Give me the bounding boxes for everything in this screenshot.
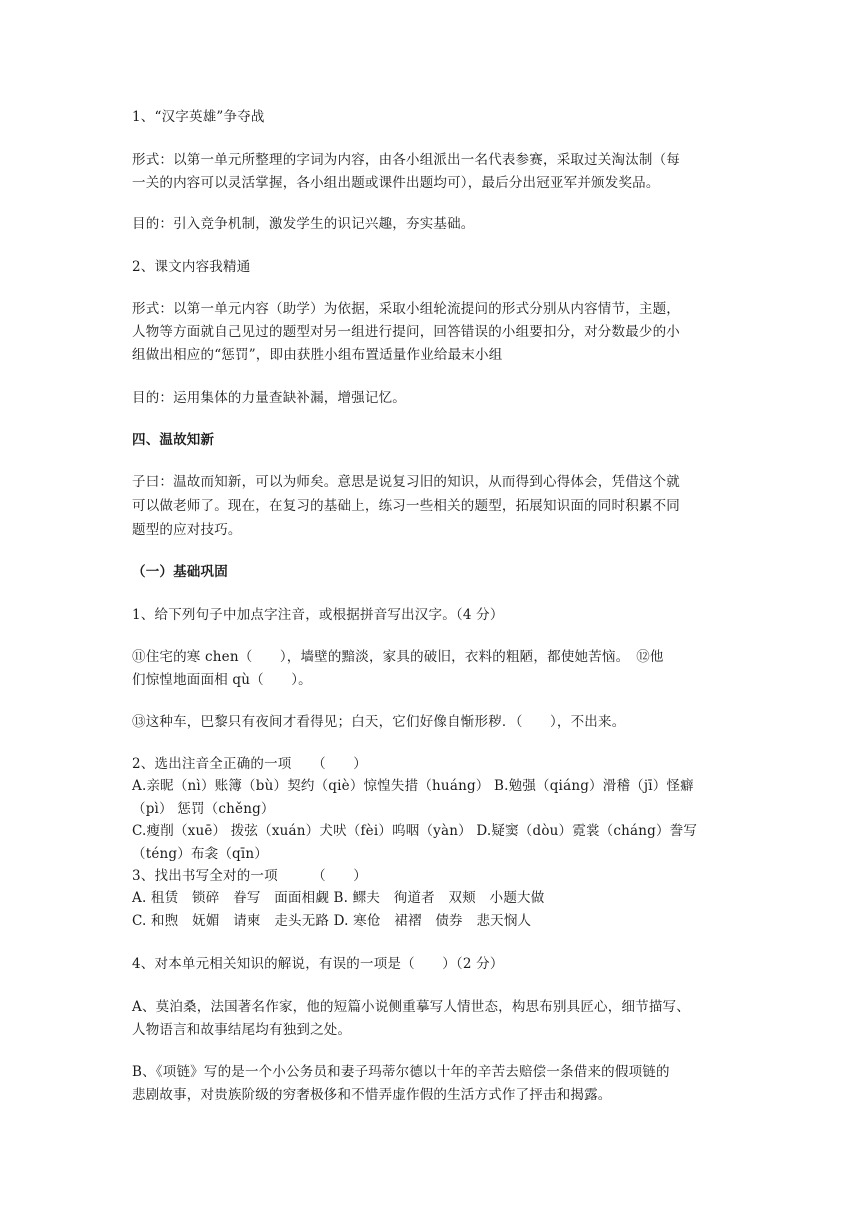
section-1-goal: 目的：引入竞争机制，激发学生的识记兴趣，夯实基础。 [132, 216, 475, 232]
question-2-option-cd-line-2: （téng）布衾（qīn） [132, 846, 269, 862]
question-4-option-a-line-1: A、莫泊桑，法国著名作家，他的短篇小说侧重摹写人情世态，构思布别具匠心，细节描写、 [132, 999, 690, 1015]
question-2: 2、选出注音全正确的一项 （ ） [132, 756, 367, 772]
intro-line-3: 题型的应对技巧。 [132, 522, 242, 538]
question-4-option-a-line-2: 人物语言和故事结尾均有独到之处。 [132, 1022, 352, 1038]
question-1-item-a-line-1: ⑪住宅的寒 chen（ ），墙壁的黯淡，家具的破旧，衣料的粗陋，都使她苦恼。 ⑫他 [132, 649, 664, 665]
section-1-form-line-2: 一关的内容可以灵活掌握，各小组出题或课件出题均可），最后分出冠亚军并颁发奖品。 [132, 175, 660, 191]
question-3: 3、找出书写全对的一项 （ ） [132, 868, 367, 884]
question-1-item-b: ⑬这种车，巴黎只有夜间才看得见；白天，它们好像自惭形秽．（ ），不出来。 [132, 714, 626, 730]
intro-line-1: 子曰：温故而知新，可以为师矣。意思是说复习旧的知识，从而得到心得体会，凭借这个就 [132, 474, 680, 490]
subheading-basics: （一）基础巩固 [132, 564, 228, 580]
question-1: 1、给下列句子中加点字注音，或根据拼音写出汉字。（4 分） [132, 607, 504, 623]
section-1-form-line-1: 形式：以第一单元所整理的字词为内容，由各小组派出一名代表参赛，采取过关淘汰制（每 [132, 152, 680, 168]
question-4: 4、对本单元相关知识的解说，有误的一项是（ ）（2 分） [132, 956, 504, 972]
section-2-form-line-1: 形式：以第一单元内容（助学）为依据，采取小组轮流提问的形式分别从内容情节，主题， [132, 301, 680, 317]
question-2-option-ab-line-2: （pì） 惩罚（chěng） [132, 801, 275, 817]
question-4-option-b-line-2: 悲剧故事，对贵族阶级的穷奢极侈和不惜弄虚作假的生活方式作了抨击和揭露。 [132, 1087, 612, 1103]
section-2-form-line-3: 组做出相应的“惩罚”，即由获胜小组布置适量作业给最末小组 [132, 347, 503, 363]
question-2-option-ab-line-1: A.亲昵（nì）账簿（bù）契约（qiè）惊惶失措（huáng） B.勉强（qiáng）滑稽（jī）怪癖 [132, 778, 694, 794]
question-1-item-a-line-2: 们惊惶地面面相 qù（ ）。 [132, 672, 312, 688]
section-1-title: 1、“汉字英雄”争夺战 [132, 109, 265, 125]
intro-line-2: 可以做老师了。现在，在复习的基础上，练习一些相关的题型，拓展知识面的同时积累不同 [132, 498, 680, 514]
question-3-option-cd: C. 和煦 妩媚 请柬 走头无路 D. 寒伧 裙褶 债券 悲天悯人 [132, 913, 532, 929]
section-2-form-line-2: 人物等方面就自己见过的题型对另一组进行提问，回答错误的小组要扣分，对分数最少的小 [132, 324, 680, 340]
question-2-option-cd-line-1: C.瘦削（xuē） 拨弦（xuán）犬吠（fèi）呜咽（yàn） D.疑窦（dòu）霓裳（cháng）誊写 [132, 823, 698, 839]
section-2-goal: 目的：运用集体的力量查缺补漏，增强记忆。 [132, 390, 406, 406]
question-3-option-ab: A. 租赁 锁碎 眷写 面面相觑 B. 鳏夫 徇道者 双颊 小题大做 [132, 890, 545, 906]
section-2-title: 2、课文内容我精通 [132, 259, 251, 275]
heading-review: 四、温故知新 [132, 432, 215, 448]
question-4-option-b-line-1: B、《项链》写的是一个小公务员和妻子玛蒂尔德以十年的辛苦去赔偿一条借来的假项链的 [132, 1064, 670, 1080]
